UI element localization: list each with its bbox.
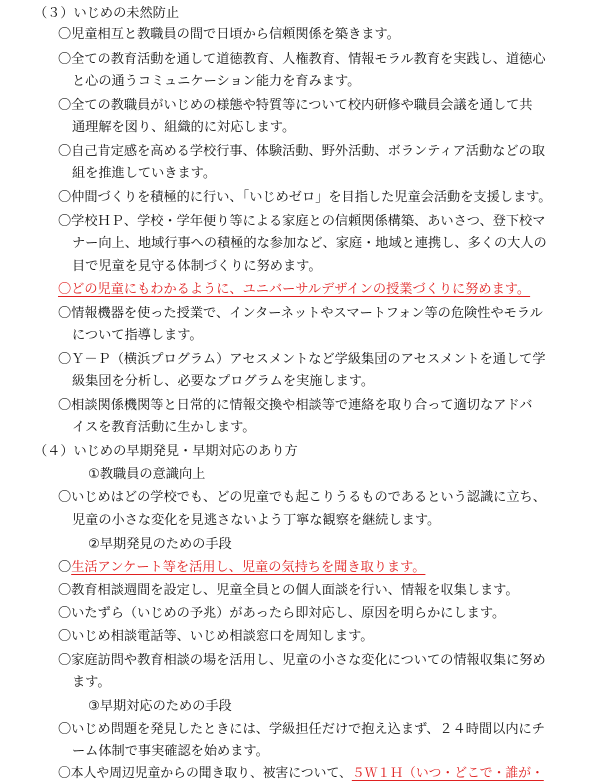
section4-heading: （４）いじめの早期発見・早期対応のあり方 [34, 444, 298, 459]
section3-item7-red-line: 〇どの児童にもわかるように、ユニバーサルデザインの授業づくりに努めます。 [58, 282, 531, 297]
section3-item1-line1: 〇児童相互と教職員の間で日頃から信頼関係を築きます。 [58, 27, 400, 42]
section4-sub2-red-item [58, 558, 425, 578]
section3-item10-line2: イスを教育活動に生かします。 [72, 420, 256, 435]
section3-item2-line1: 〇全ての教育活動を通して道徳教育、人権教育、情報モラル教育を実践し、道徳心 [58, 52, 546, 67]
section3-item3-line2: 通理解を図り、組織的に対応します。 [72, 120, 296, 135]
section3-item9-line1: 〇Ｙ－Ｐ（横浜プログラム）アセスメントなど学級集団のアセスメントを通して学 [58, 352, 546, 367]
section4-sub3-item1-line2: ーム体制で事実確認を始めます。 [72, 744, 269, 759]
section3-item5-line1: 〇仲間づくりを積極的に行い、「いじめゼロ」を目指した児童会活動を支援します。 [58, 190, 552, 205]
section3-item4-line1: 〇自己肯定感を高める学校行事、体験活動、野外活動、ボランティア活動などの取 [58, 144, 545, 159]
section4-sub2-item4-line2: ます。 [72, 675, 111, 690]
section4-sub2-title: ②早期発見のための手段 [88, 537, 232, 552]
section4-sub2-item3: 〇いじめ相談電話等、いじめ相談窓口を周知します。 [58, 629, 374, 644]
section3-item6-line1: 〇学校ＨＰ、学校・学年便り等による家庭との信頼関係構築、あいさつ、登下校マ [58, 214, 546, 229]
section3-item8-line1: 〇情報機器を使った授業で、インターネットやスマートフォン等の危険性やモラル [58, 306, 543, 321]
section3-item4-line2: 組を推進していきます。 [72, 166, 217, 181]
section3-item2-line2: と心の通うコミュニケーション能力を育みます。 [72, 74, 361, 89]
section4-sub2-item1: 〇教育相談週間を設定し、児童全員との個人面談を行い、情報を収集します。 [58, 583, 519, 598]
section3-item6-line2: ナー向上、地域行事への積極的な参加など、家庭・地域と連携し、多くの大人の [72, 236, 547, 251]
red-item-text: 生活アンケート等を活用し、児童の気持ちを聞き取ります。 [71, 560, 426, 575]
section3-item10-line1: 〇相談関係機関等と日常的に情報交換や相談等で連絡を取り合って適切なアドバ [58, 398, 533, 413]
red-item-mark: 〇 [58, 560, 72, 575]
item2-line1-text: 〇本人や周辺児童からの聞き取り、被害について、 [58, 766, 352, 781]
section3-item3-line1: 〇全ての教職員がいじめの様態や特質等について校内研修や職員会議を通して共 [58, 98, 533, 113]
section3-heading: （３）いじめの未然防止 [34, 6, 180, 21]
item2-5w1h-part1: ５Ｗ１Ｈ（いつ・どこで・誰が・ [351, 766, 544, 781]
section4-sub2-item2: 〇いたずら（いじめの予兆）があったら即対応し、原因を明らかにします。 [58, 606, 506, 621]
section4-sub1-item1-line2: 児童の小さな変化を見逃さないよう丁寧な観察を継続します。 [72, 513, 441, 528]
section4-sub3-item1-line1: 〇いじめ問題を発見したときには、学級担任だけで抱え込まず、２４時間以内にチ [58, 722, 545, 737]
section4-sub3-item2-line1 [58, 764, 544, 784]
section3-item6-line3: 目で児童を見守る体制づくりに努めます。 [72, 259, 322, 274]
section3-item9-line2: 級集団を分析し、必要なプログラムを実施します。 [72, 374, 375, 389]
section4-sub1-item1-line1: 〇いじめはどの学校でも、どの児童でも起こりうるものであるという認識に立ち、 [58, 490, 546, 505]
section4-sub2-item4-line1: 〇家庭訪問や教育相談の場を活用し、児童の小さな変化についての情報収集に努め [58, 653, 546, 668]
section4-sub1-title: ①教職員の意識向上 [88, 467, 206, 482]
section4-sub3-title: ③早期対応のための手段 [88, 699, 232, 714]
section3-item8-line2: について指導します。 [72, 328, 203, 343]
